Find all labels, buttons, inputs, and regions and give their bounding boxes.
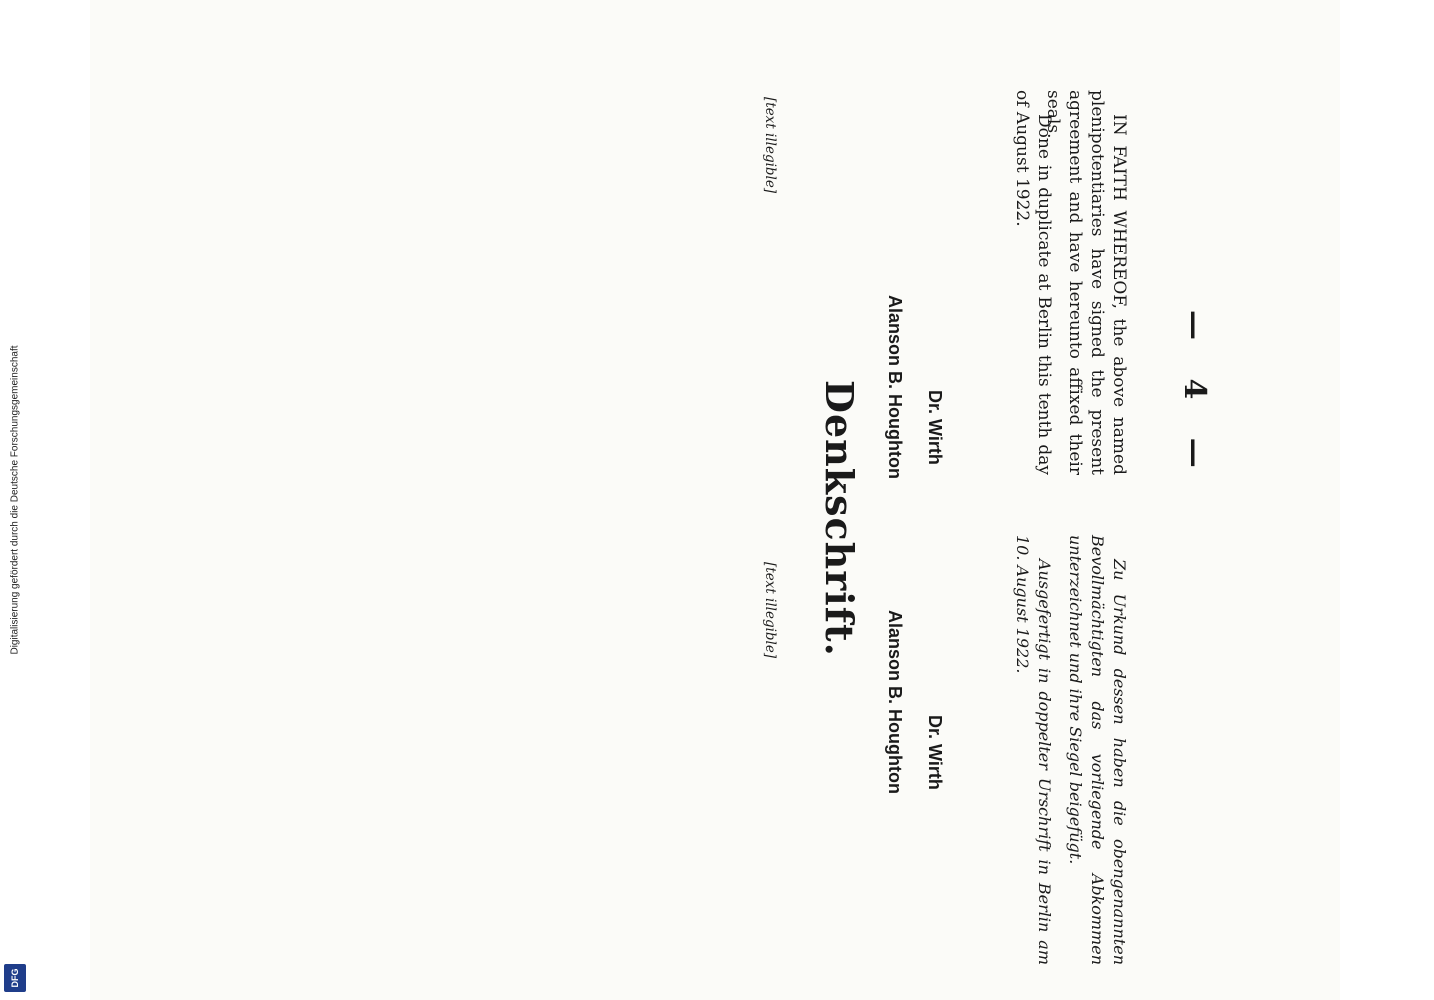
english-attestation: IN FAITH WHEREOF, the above named plenipotentiaries have signed the present agreement and have hereunto affixed their seals. (1043, 90, 1129, 475)
german-column (90, 515, 1340, 970)
english-column (90, 30, 1340, 485)
document-page (90, 0, 1340, 1000)
german-attestation: Zu Urkund dessen haben die obengenannten Bevollmächtigten das vorliegende Abkommen unterzeichnet und ihre Siegel beigefügt. (1066, 535, 1129, 965)
memorandum-body-left (130, 540, 780, 960)
memorandum-text-right: [text illegible] (762, 97, 778, 194)
memorandum-text-left: [text illegible] (762, 562, 778, 659)
dfg-logo-text: DFG (10, 968, 20, 988)
credit-text: Digitalisierung gefördert durch die Deutsche Forschungsgemeinschaft (9, 345, 21, 655)
english-signature-houghton: Alanson B. Houghton (885, 295, 905, 479)
german-done-clause: Ausgefertigt in doppelter Urschrift in Berlin am 10. August 1922. (1013, 535, 1054, 965)
german-signature-houghton: Alanson B. Houghton (885, 610, 905, 794)
memorandum-body-right (130, 75, 780, 495)
english-signature-wirth: Dr. Wirth (925, 390, 945, 465)
memorandum-title: Denkschrift. (817, 380, 862, 657)
english-done-clause: Done in duplicate at Berlin this tenth day of August 1922. (1012, 90, 1054, 475)
german-signature-wirth: Dr. Wirth (925, 715, 945, 790)
page-number: — 4 — (1177, 310, 1212, 482)
dfg-logo (4, 964, 26, 992)
digitization-credit (0, 0, 30, 1000)
